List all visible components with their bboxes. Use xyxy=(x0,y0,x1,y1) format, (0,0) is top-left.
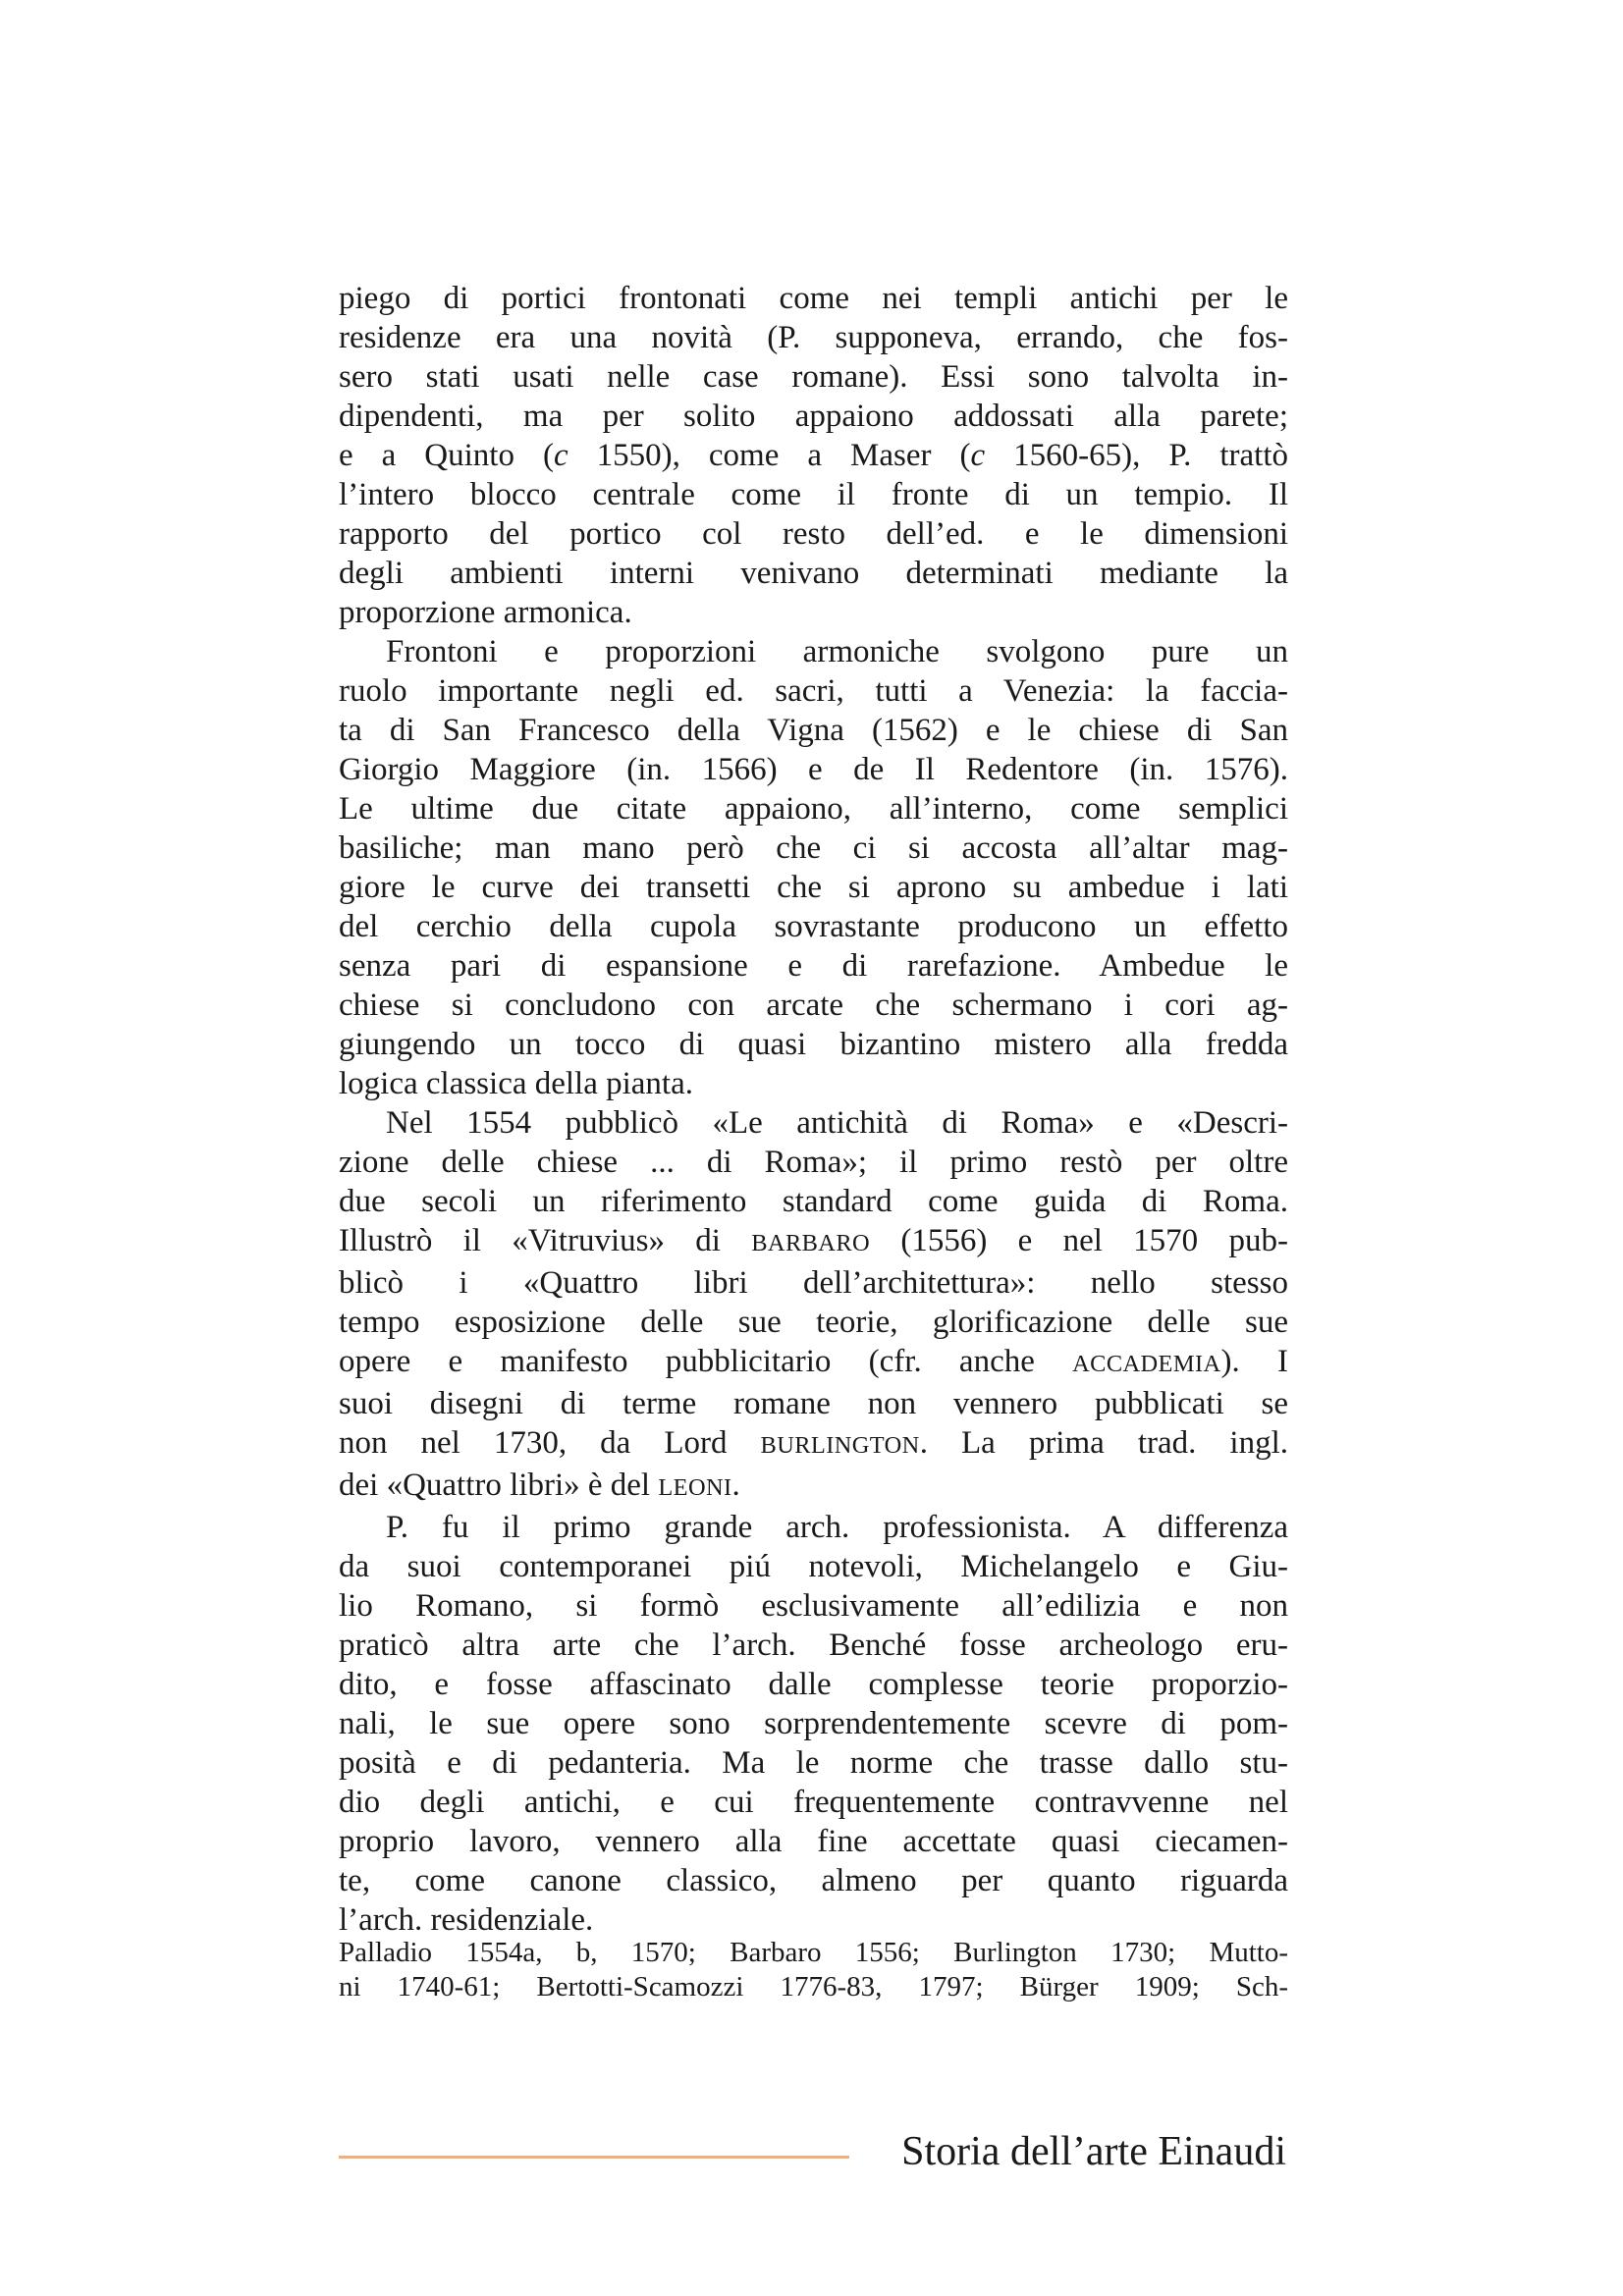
text-line: Nel 1554 pubblicò «Le antichità di Roma» e «Descri- xyxy=(386,1105,1288,1141)
bibliography-line: Palladio 1554a, b, 1570; Barbaro 1556; Burlington 1730; Mutto- xyxy=(339,1937,1288,1968)
text-line: Le ultime due citate appaiono, all’interno, come semplici xyxy=(339,791,1288,827)
text-line: praticò altra arte che l’arch. Benché fosse archeologo eru- xyxy=(339,1628,1288,1663)
text-line: e a Quinto (c 1550), come a Maser (c 1560-65), P. trattò xyxy=(339,438,1288,473)
text-line: giungendo un tocco di quasi bizantino mistero alla fredda xyxy=(339,1027,1288,1062)
text-line: l’intero blocco centrale come il fronte di un tempio. Il xyxy=(339,477,1288,512)
text-line: due secoli un riferimento standard come guida di Roma. xyxy=(339,1184,1288,1219)
text-line: Illustrò il «Vitruvius» di BARBARO (1556) e nel 1570 pub- xyxy=(339,1223,1288,1258)
text-line: sero stati usati nelle case romane). Essi sono talvolta in- xyxy=(339,359,1288,395)
text-line: ta di San Francesco della Vigna (1562) e le chiese di San xyxy=(339,713,1288,748)
text-line: lio Romano, si formò esclusivamente all’edilizia e non xyxy=(339,1588,1288,1624)
text-line: senza pari di espansione e di rarefazione. Ambedue le xyxy=(339,948,1288,984)
text-line: posità e di pedanteria. Ma le norme che trasse dallo stu- xyxy=(339,1745,1288,1781)
text-line: dito, e fosse affascinato dalle complesse teorie proporzio- xyxy=(339,1667,1288,1702)
text-line: giore le curve dei transetti che si aprono su ambedue i lati xyxy=(339,870,1288,905)
text-line: residenze era una novità (P. supponeva, errando, che fos- xyxy=(339,320,1288,355)
text-line: Giorgio Maggiore (in. 1566) e de Il Redentore (in. 1576). xyxy=(339,752,1288,787)
text-line: logica classica della pianta. xyxy=(339,1066,694,1101)
text-line: ruolo importante negli ed. sacri, tutti a Venezia: la faccia- xyxy=(339,673,1288,709)
text-line: da suoi contemporanei piú notevoli, Michelangelo e Giu- xyxy=(339,1549,1288,1584)
text-line: blicò i «Quattro libri dell’architettura»: nello stesso xyxy=(339,1265,1288,1301)
text-line: Frontoni e proporzioni armoniche svolgono pure un xyxy=(386,634,1288,669)
footer-divider-line xyxy=(339,2156,849,2159)
text-line: nali, le sue opere sono sorprendentemente scevre di pom- xyxy=(339,1706,1288,1741)
text-line: dio degli antichi, e cui frequentemente contravvenne nel xyxy=(339,1785,1288,1820)
text-line: basiliche; man mano però che ci si accosta all’altar mag- xyxy=(339,830,1288,866)
text-line: piego di portici frontonati come nei templi antichi per le xyxy=(339,281,1288,316)
text-line: P. fu il primo grande arch. professionista. A differenza xyxy=(386,1510,1288,1545)
footer-imprint: Storia dell’arte Einaudi xyxy=(901,2129,1286,2174)
text-line: te, come canone classico, almeno per quanto riguarda xyxy=(339,1863,1288,1898)
text-line: suoi disegni di terme romane non vennero pubblicati se xyxy=(339,1386,1288,1421)
text-line: l’arch. residenziale. xyxy=(339,1902,594,1938)
text-line: non nel 1730, da Lord BURLINGTON. La prima trad. ingl. xyxy=(339,1425,1288,1461)
text-line: degli ambienti interni venivano determinati mediante la xyxy=(339,556,1288,591)
text-line: dipendenti, ma per solito appaiono addossati alla parete; xyxy=(339,399,1288,434)
text-line: proprio lavoro, vennero alla fine accettate quasi ciecamen- xyxy=(339,1824,1288,1859)
text-line: tempo esposizione delle sue teorie, glorificazione delle sue xyxy=(339,1305,1288,1340)
text-line: del cerchio della cupola sovrastante producono un effetto xyxy=(339,909,1288,944)
text-line: zione delle chiese ... di Roma»; il primo restò per oltre xyxy=(339,1145,1288,1180)
text-line: proporzione armonica. xyxy=(339,595,632,630)
text-block xyxy=(339,279,1288,1940)
text-line: chiese si concludono con arcate che schermano i cori ag- xyxy=(339,988,1288,1023)
text-line: dei «Quattro libri» è del LEONI. xyxy=(339,1468,740,1503)
bibliography-line: ni 1740-61; Bertotti-Scamozzi 1776-83, 1797; Bürger 1909; Sch- xyxy=(339,1971,1288,2002)
bibliography-block xyxy=(339,1936,1288,2004)
text-line: opere e manifesto pubblicitario (cfr. anche ACCADEMIA). I xyxy=(339,1344,1289,1379)
text-line: rapporto del portico col resto dell’ed. e le dimensioni xyxy=(339,516,1288,552)
